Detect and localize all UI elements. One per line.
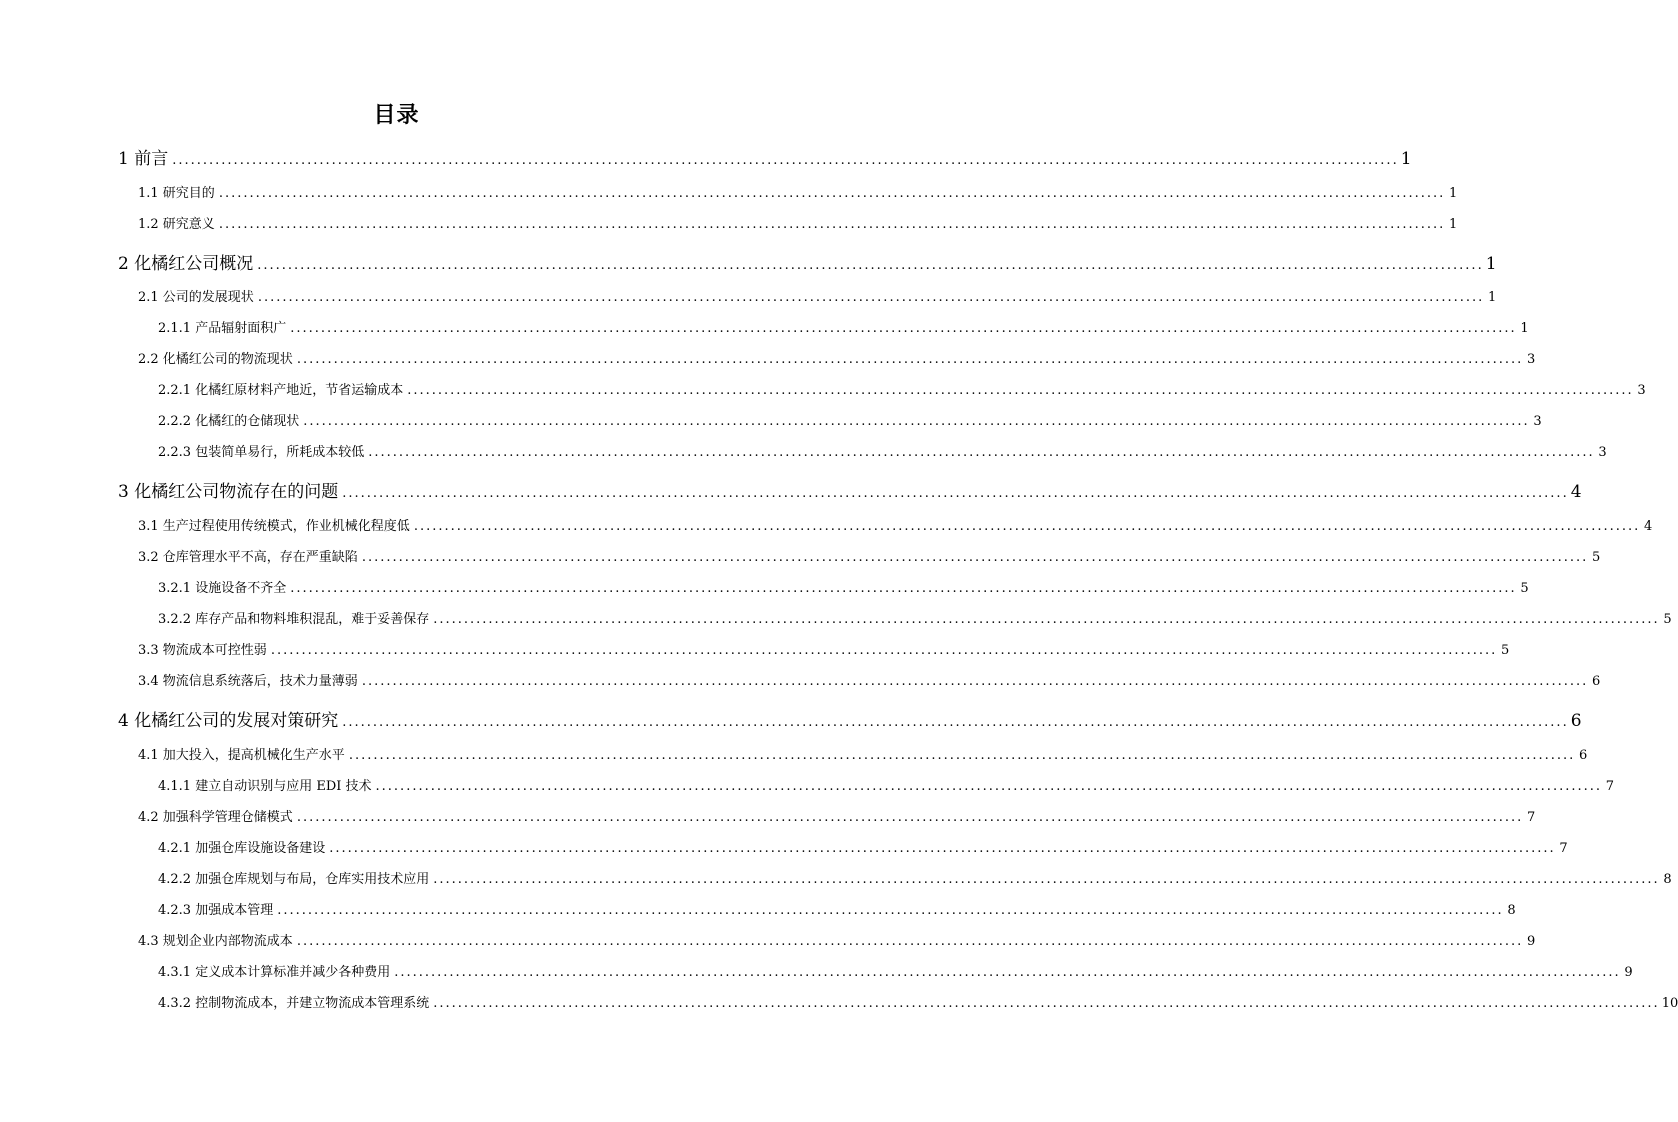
toc-entry-label: 3.2 仓库管理水平不高，存在严重缺陷 bbox=[138, 550, 358, 565]
dot-leader: ........................................................................................................................................................................................................ bbox=[172, 153, 1399, 168]
dot-leader: ........................................................................................................................................................................................................ bbox=[342, 715, 1569, 730]
dot-leader: ........................................................................................................................................................................................................ bbox=[368, 445, 1595, 460]
toc-entry-label: 4.1.1 建立自动识别与应用 EDI 技术 bbox=[158, 779, 372, 794]
dot-leader: ........................................................................................................................................................................................................ bbox=[375, 779, 1602, 794]
toc-entry-level-3[interactable] bbox=[158, 318, 1529, 340]
dot-leader: ........................................................................................................................................................................................................ bbox=[218, 217, 1446, 232]
toc-entry-level-3[interactable] bbox=[158, 962, 1633, 984]
toc-entry-level-3[interactable] bbox=[158, 869, 1672, 891]
toc-entry-level-1[interactable] bbox=[118, 479, 1582, 507]
toc-entry-page-number: 7 bbox=[1527, 810, 1536, 825]
toc-entry-page-number: 6 bbox=[1579, 748, 1588, 763]
dot-leader: ........................................................................................................................................................................................................ bbox=[296, 934, 1524, 949]
dot-leader: ........................................................................................................................................................................................................ bbox=[303, 414, 1530, 429]
toc-entry-label: 4.3.2 控制物流成本，并建立物流成本管理系统 bbox=[158, 996, 430, 1011]
page-title: 目录 bbox=[373, 103, 420, 128]
dot-leader: ........................................................................................................................................................................................................ bbox=[348, 748, 1576, 763]
toc-entry-page-number: 1 bbox=[1488, 290, 1497, 305]
toc-entry-label: 4.3 规划企业内部物流成本 bbox=[138, 934, 293, 949]
toc-entry-page-number: 8 bbox=[1663, 872, 1672, 887]
dot-leader: ........................................................................................................................................................................................................ bbox=[361, 550, 1589, 565]
dot-leader: ........................................................................................................................................................................................................ bbox=[361, 674, 1589, 689]
toc-entry-level-3[interactable] bbox=[158, 578, 1529, 600]
toc-entry-page-number: 9 bbox=[1527, 934, 1536, 949]
dot-leader: ........................................................................................................................................................................................................ bbox=[218, 186, 1446, 201]
toc-entry-page-number: 8 bbox=[1507, 903, 1516, 918]
toc-entry-page-number: 3 bbox=[1637, 383, 1646, 398]
toc-entry-level-1[interactable] bbox=[118, 251, 1497, 279]
toc-entry-page-number: 1 bbox=[1485, 254, 1497, 274]
toc-entry-page-number: 5 bbox=[1592, 550, 1601, 565]
toc-entry-page-number: 4 bbox=[1570, 482, 1582, 502]
toc-entry-page-number: 6 bbox=[1570, 711, 1582, 731]
toc-entry-label: 4.2 加强科学管理仓储模式 bbox=[138, 810, 293, 825]
toc-entry-page-number: 5 bbox=[1663, 612, 1672, 627]
toc-entry-label: 2.1 公司的发展现状 bbox=[138, 290, 254, 305]
toc-entry-page-number: 3 bbox=[1527, 352, 1536, 367]
toc-entry-label: 2.2.2 化橘红的仓储现状 bbox=[158, 414, 300, 429]
toc-entry-level-1[interactable] bbox=[118, 146, 1412, 174]
toc-entry-page-number: 1 bbox=[1449, 217, 1458, 232]
toc-entry-label: 4 化橘红公司的发展对策研究 bbox=[118, 711, 339, 731]
toc-entry-label: 4.2.3 加强成本管理 bbox=[158, 903, 274, 918]
toc-entry-level-3[interactable] bbox=[158, 609, 1672, 631]
toc-entry-page-number: 1 bbox=[1520, 321, 1529, 336]
toc-entry-label: 2.2.3 包装简单易行，所耗成本较低 bbox=[158, 445, 365, 460]
toc-entry-level-3[interactable] bbox=[158, 411, 1542, 433]
toc-entry-page-number: 7 bbox=[1559, 841, 1568, 856]
dot-leader: ........................................................................................................................................................................................................ bbox=[433, 612, 1660, 627]
dot-leader: ........................................................................................................................................................................................................ bbox=[433, 996, 1660, 1011]
toc-entry-label: 4.2.1 加强仓库设施设备建设 bbox=[158, 841, 326, 856]
dot-leader: ........................................................................................................................................................................................................ bbox=[413, 519, 1641, 534]
toc-entry-label: 1 前言 bbox=[118, 149, 169, 169]
dot-leader: ........................................................................................................................................................................................................ bbox=[407, 383, 1634, 398]
toc-entry-level-2[interactable] bbox=[138, 516, 1653, 538]
toc-entry-level-2[interactable] bbox=[138, 214, 1458, 236]
toc-entry-label: 3.1 生产过程使用传统模式，作业机械化程度低 bbox=[138, 519, 410, 534]
toc-entry-page-number: 6 bbox=[1592, 674, 1601, 689]
toc-entry-level-2[interactable] bbox=[138, 183, 1458, 205]
toc-entry-label: 2.2.1 化橘红原材料产地近，节省运输成本 bbox=[158, 383, 404, 398]
toc-entry-page-number: 3 bbox=[1533, 414, 1542, 429]
toc-entry-label: 3.2.2 库存产品和物料堆积混乱，难于妥善保存 bbox=[158, 612, 430, 627]
toc-entry-label: 3.2.1 设施设备不齐全 bbox=[158, 581, 287, 596]
toc-entry-level-3[interactable] bbox=[158, 380, 1646, 402]
toc-entry-page-number: 3 bbox=[1598, 445, 1607, 460]
toc-entry-level-1[interactable] bbox=[118, 708, 1582, 736]
toc-entry-page-number: 9 bbox=[1624, 965, 1633, 980]
toc-entry-label: 2.1.1 产品辐射面积广 bbox=[158, 321, 287, 336]
dot-leader: ........................................................................................................................................................................................................ bbox=[394, 965, 1621, 980]
toc-entry-page-number: 1 bbox=[1449, 186, 1458, 201]
dot-leader: ........................................................................................................................................................................................................ bbox=[433, 872, 1660, 887]
toc-entry-label: 1.2 研究意义 bbox=[138, 217, 215, 232]
dot-leader: ........................................................................................................................................................................................................ bbox=[257, 290, 1485, 305]
dot-leader: ........................................................................................................................................................................................................ bbox=[329, 841, 1556, 856]
toc-entry-level-2[interactable] bbox=[138, 547, 1601, 569]
dot-leader: ........................................................................................................................................................................................................ bbox=[290, 321, 1517, 336]
toc-entry-level-2[interactable] bbox=[138, 349, 1536, 371]
toc-entry-level-2[interactable] bbox=[138, 640, 1510, 662]
toc-entry-level-2[interactable] bbox=[138, 931, 1536, 953]
dot-leader: ........................................................................................................................................................................................................ bbox=[277, 903, 1504, 918]
toc-entry-label: 2.2 化橘红公司的物流现状 bbox=[138, 352, 293, 367]
toc-entry-page-number: 4 bbox=[1644, 519, 1653, 534]
toc-entry-level-3[interactable] bbox=[158, 442, 1607, 464]
toc-entry-page-number: 5 bbox=[1520, 581, 1529, 596]
toc-entry-page-number: 7 bbox=[1605, 779, 1614, 794]
toc-entry-label: 1.1 研究目的 bbox=[138, 186, 215, 201]
toc-entry-level-2[interactable] bbox=[138, 671, 1601, 693]
toc-entry-level-2[interactable] bbox=[138, 745, 1588, 767]
toc-entry-label: 4.2.2 加强仓库规划与布局，仓库实用技术应用 bbox=[158, 872, 430, 887]
toc-entry-page-number: 1 bbox=[1400, 149, 1412, 169]
toc-entry-level-3[interactable] bbox=[158, 838, 1568, 860]
toc-entry-level-3[interactable] bbox=[158, 993, 1678, 1015]
dot-leader: ........................................................................................................................................................................................................ bbox=[296, 352, 1524, 367]
toc-entry-level-3[interactable] bbox=[158, 900, 1516, 922]
toc-entry-level-3[interactable] bbox=[158, 776, 1614, 798]
toc-entry-label: 4.3.1 定义成本计算标准并减少各种费用 bbox=[158, 965, 391, 980]
dot-leader: ........................................................................................................................................................................................................ bbox=[270, 643, 1498, 658]
dot-leader: ........................................................................................................................................................................................................ bbox=[296, 810, 1524, 825]
toc-entry-level-2[interactable] bbox=[138, 287, 1497, 309]
toc-entry-page-number: 5 bbox=[1501, 643, 1510, 658]
toc-entry-page-number: 10 bbox=[1661, 996, 1678, 1011]
toc-entry-label: 3.3 物流成本可控性弱 bbox=[138, 643, 267, 658]
toc-entry-label: 3.4 物流信息系统落后，技术力量薄弱 bbox=[138, 674, 358, 689]
dot-leader: ........................................................................................................................................................................................................ bbox=[342, 486, 1569, 501]
toc-entry-label: 3 化橘红公司物流存在的问题 bbox=[118, 482, 339, 502]
toc-entry-level-2[interactable] bbox=[138, 807, 1536, 829]
dot-leader: ........................................................................................................................................................................................................ bbox=[257, 258, 1484, 273]
toc-entry-label: 2 化橘红公司概况 bbox=[118, 254, 254, 274]
toc-entry-label: 4.1 加大投入，提高机械化生产水平 bbox=[138, 748, 345, 763]
dot-leader: ........................................................................................................................................................................................................ bbox=[290, 581, 1517, 596]
